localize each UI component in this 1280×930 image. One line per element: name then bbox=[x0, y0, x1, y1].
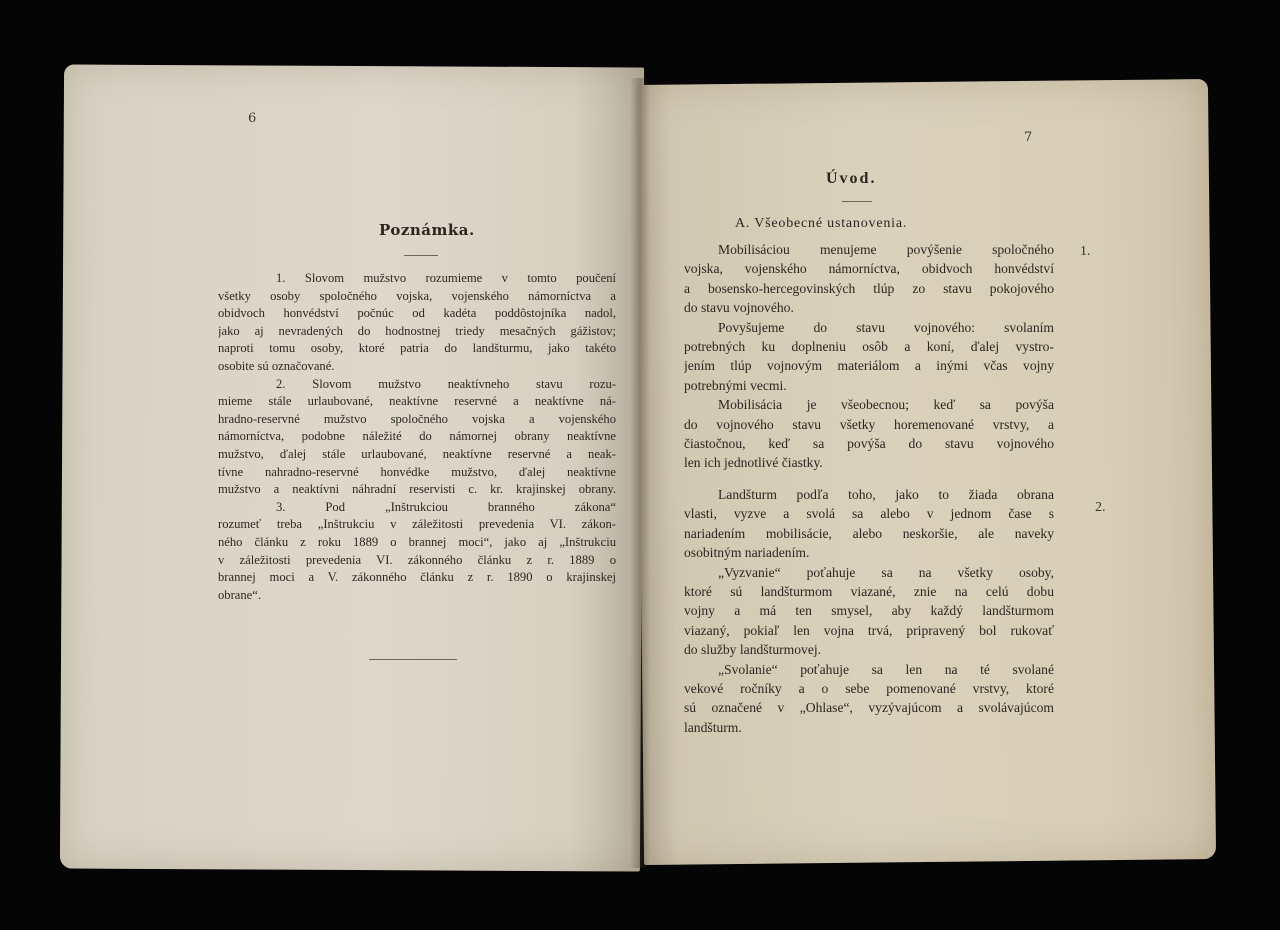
left-text-line: brannej moci a V. zákonného článku z r. 1890 o krajinskej bbox=[218, 570, 616, 585]
left-text-line: mužstvo a neaktívni náhradní reservisti c. kr. krajinskej obrany. bbox=[218, 482, 616, 497]
right-text-line: jením tlúp vojnovým materiálom a inými včas vojny bbox=[684, 358, 1054, 374]
left-text-line: rozumeť treba „Inštrukciu v záležitosti prevedenia VI. zákon- bbox=[218, 517, 616, 532]
right-page-subtitle: A. Všeobecné ustanovenia. bbox=[735, 216, 908, 231]
right-text-line: vojny a má ten smysel, aby každý landšturmom bbox=[684, 603, 1054, 619]
right-text-line: sú označené v „Ohlase“, vyzývajúcom a svolávajúcom bbox=[684, 700, 1054, 716]
right-text-line: potrebnými vecmi. bbox=[684, 377, 787, 393]
left-title-rule bbox=[404, 255, 438, 256]
left-text-line: ného článku z roku 1889 o brannej moci“, jako aj „Inštrukciu bbox=[218, 534, 616, 549]
right-text-line: do služby landšturmovej. bbox=[684, 642, 822, 658]
right-text-line: Povyšujeme do stavu vojnového: svolaním bbox=[718, 319, 1054, 335]
right-text-line: do stavu vojnového. bbox=[684, 300, 794, 316]
right-text-line: Mobilisáciou menujeme povýšenie spoločného bbox=[718, 242, 1054, 257]
right-text-line: a bosensko-hercegovinských tlúp zo stavu pokojového bbox=[684, 280, 1054, 296]
left-page-title: Poznámka. bbox=[379, 221, 475, 239]
left-text-line: naproti tomu osoby, ktoré patria do landšturmu, jako takéto bbox=[218, 341, 616, 356]
right-text-line: landšturm. bbox=[684, 719, 742, 735]
right-title-rule bbox=[842, 201, 872, 202]
right-text-line: Landšturm podľa toho, jako to žiada obrana bbox=[718, 486, 1054, 502]
left-text-line: obidvoch honvédství počnúc od kadéta poddôstojníka nadol, bbox=[218, 306, 616, 321]
left-text-line: jako aj nevradených do hodnostnej triedy mesačných gážistov; bbox=[218, 323, 616, 338]
left-text-line: mužstvo, ďalej stále urlaubované, neaktívne reservné a neak- bbox=[218, 446, 616, 461]
left-text-line: všetky osoby spoločného vojska, vojenského námorníctva a bbox=[218, 288, 616, 303]
right-text-line: „Vyzvanie“ poťahuje sa na všetky osoby, bbox=[718, 564, 1054, 580]
left-text-line: hradno-reservné mužstvo spoločného vojska a vojenského bbox=[218, 411, 616, 426]
left-page-number: 6 bbox=[248, 111, 257, 126]
left-text-line: tívne nahradno-reservné honvédke mužstvo, ďalej neaktívne bbox=[218, 464, 616, 479]
right-text-line: vojska, vojenského námorníctva, obidvoch honvédství bbox=[684, 261, 1054, 277]
right-text-line: vlasti, vyzve a svolá sa alebo v jednom čase s bbox=[684, 506, 1054, 522]
right-page-body bbox=[684, 240, 1054, 737]
right-text-line: viazaný, pokiaľ len vojna trvá, pripravený bol rukovať bbox=[684, 622, 1054, 638]
right-text-line bbox=[684, 473, 1054, 485]
right-text-line: čiastočnou, keď sa povýša do stavu vojnového bbox=[684, 436, 1054, 452]
margin-number-1: 1. bbox=[1080, 244, 1091, 259]
book-gutter bbox=[630, 78, 650, 868]
left-text-line: obrane“. bbox=[218, 587, 262, 602]
right-text-line: potrebných ku doplneniu osôb a koní, ďalej vystro- bbox=[684, 339, 1054, 355]
right-text-line: „Svolanie“ poťahuje sa len na té svolané bbox=[718, 661, 1054, 677]
left-end-rule bbox=[369, 659, 457, 660]
right-text-line: nariadením mobilisácie, alebo neskoršie, ale naveky bbox=[684, 525, 1054, 541]
right-text-line: ktoré sú landšturmom viazané, znie na celú dobu bbox=[684, 583, 1054, 599]
right-text-line: Mobilisácia je všeobecnou; keď sa povýša bbox=[718, 397, 1054, 413]
left-text-line: osobite sú označované. bbox=[218, 358, 335, 373]
right-page-number: 7 bbox=[1024, 130, 1033, 145]
left-text-line: 3. Pod „Inštrukciou branného zákona“ bbox=[276, 499, 616, 514]
right-text-line: osobitným nariadením. bbox=[684, 545, 810, 561]
right-page-title: Úvod. bbox=[826, 170, 877, 187]
right-text-line: do vojnového stavu všetky horemenované vrstvy, a bbox=[684, 416, 1054, 432]
left-text-line: námorníctva, podobne náležité do námornej obrany neaktívne bbox=[218, 429, 616, 444]
left-text-line: 2. Slovom mužstvo neaktívneho stavu rozu- bbox=[276, 376, 616, 391]
left-page-body bbox=[218, 270, 616, 604]
right-text-line: len ich jednotlivé čiastky. bbox=[684, 455, 823, 471]
left-text-line: 1. Slovom mužstvo rozumieme v tomto poučení bbox=[276, 271, 616, 285]
left-text-line: mieme stále urlaubované, neaktívne reservné a neaktívne ná- bbox=[218, 394, 616, 409]
right-text-line: vekové ročníky a o sebe pomenované vrstvy, ktoré bbox=[684, 680, 1054, 696]
left-text-line: v záležitosti prevedenia VI. zákonného článku z r. 1889 o bbox=[218, 552, 616, 567]
margin-number-2: 2. bbox=[1095, 500, 1106, 515]
